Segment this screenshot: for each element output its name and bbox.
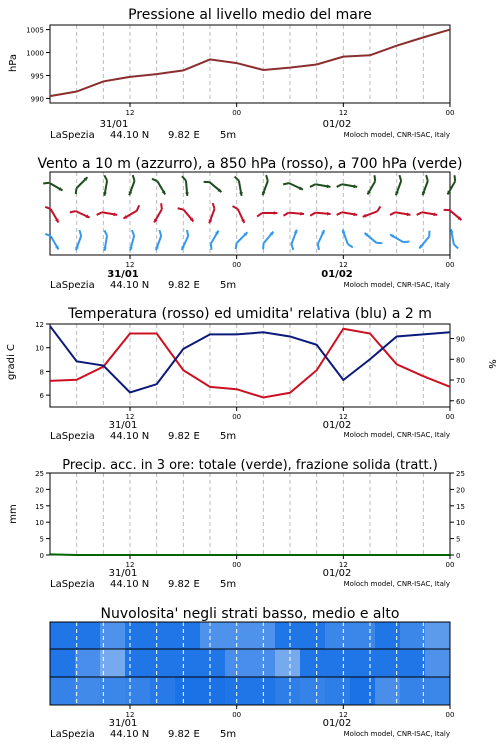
y-tick-label-right: 15 — [456, 502, 465, 511]
pressure-panel — [8, 7, 454, 141]
wind-barb — [123, 205, 139, 218]
wind-barb — [262, 175, 268, 195]
wind-barb — [291, 230, 297, 250]
y-tick-label: 990 — [30, 95, 44, 104]
cloud-cell — [400, 622, 426, 649]
cloud-location-info — [50, 729, 236, 740]
pressure-date-label-2: 01/02 — [322, 119, 352, 130]
wind-location-info — [50, 280, 236, 291]
wind-barb — [283, 183, 303, 190]
cloud-cell — [125, 649, 151, 677]
wind-barb — [444, 210, 462, 220]
location-lat: 44.10 N — [110, 130, 150, 141]
wind-barb — [450, 229, 458, 248]
cloud-cell — [400, 677, 426, 705]
wind-barb — [154, 203, 162, 222]
wind-barb — [395, 175, 401, 195]
cloud-cell — [75, 649, 101, 677]
temperature-series-line — [50, 329, 450, 398]
y-tick-label: 6 — [39, 392, 44, 401]
cloud-cell — [75, 622, 101, 649]
wind-barb-feather — [454, 244, 458, 248]
cloud-cell — [225, 677, 251, 705]
precip-date-label-2: 01/02 — [322, 568, 352, 579]
wind-barb — [97, 212, 118, 216]
wind-barb-feather — [399, 175, 401, 181]
wind-barb — [76, 177, 88, 194]
x-tick-label: 12 — [125, 711, 135, 719]
cloud-cell — [350, 649, 376, 677]
wind-barb-feather — [178, 208, 184, 209]
temp-yticks — [35, 321, 50, 400]
x-tick-label: 00 — [445, 109, 455, 117]
wind-date-label-2: 01/02 — [321, 269, 353, 280]
y-tick-label: 1005 — [26, 26, 44, 35]
y-tick-label: 80 — [456, 356, 465, 365]
cloud-cell — [125, 677, 151, 705]
pressure-series-line — [50, 30, 450, 97]
x-tick-label: 12 — [338, 109, 348, 117]
cloud-cell — [425, 649, 451, 677]
x-tick-label: 00 — [232, 561, 242, 569]
cloud-cell — [200, 622, 226, 649]
precip-series-line — [50, 554, 450, 555]
wind-barb — [263, 232, 273, 250]
cloud-cell — [300, 649, 326, 677]
pressure-title: Pressione al livello medio del mare — [128, 7, 372, 23]
wind-barb — [257, 211, 277, 217]
cloud-cell — [325, 649, 351, 677]
y-tick-label: 90 — [456, 335, 465, 344]
wind-barb-feather — [266, 175, 268, 181]
cloud-cell — [300, 677, 326, 705]
x-tick-label: 12 — [125, 261, 135, 269]
cloud-cell — [425, 622, 451, 649]
wind-barb-feather — [283, 183, 289, 184]
wind-xticks — [126, 255, 455, 269]
wind-barb — [181, 230, 188, 250]
wind-barb — [43, 183, 62, 191]
wind-barb — [390, 235, 409, 243]
precip-ylabel: mm — [8, 504, 19, 524]
location-alt: 5m — [220, 280, 237, 291]
cloud-cell — [175, 677, 201, 705]
location-alt: 5m — [220, 431, 237, 442]
y-tick-label: 995 — [30, 72, 44, 81]
pressure-yticks — [26, 27, 50, 104]
precip-panel — [8, 458, 465, 590]
location-name: LaSpezia — [50, 579, 95, 590]
model-credit: Moloch model, CNR-ISAC, Italy — [343, 730, 450, 738]
wind-barb — [129, 230, 134, 250]
wind-barb-feather — [137, 205, 139, 211]
wind-barb — [337, 212, 358, 216]
wind-barb — [284, 212, 304, 216]
precip-date-label-1: 31/01 — [108, 568, 138, 579]
y-tick-label: 10 — [35, 519, 44, 528]
x-tick-label: 00 — [232, 109, 242, 117]
wind-barb-feather — [104, 175, 107, 180]
pressure-frame — [50, 25, 450, 103]
wind-barb — [417, 212, 438, 216]
cloud-cell — [275, 622, 301, 649]
location-alt: 5m — [220, 130, 237, 141]
y-tick-label: 70 — [456, 377, 465, 386]
y-tick-label: 1000 — [26, 49, 44, 58]
x-tick-label: 00 — [232, 261, 242, 269]
wind-barb — [209, 203, 215, 223]
cloud-cell — [150, 649, 176, 677]
precip-location-info — [50, 579, 236, 590]
pressure-location-info — [50, 130, 236, 141]
x-tick-label: 12 — [338, 711, 348, 719]
y-tick-label: 25 — [35, 470, 44, 478]
cloud-cell — [250, 677, 276, 705]
wind-barb — [363, 206, 381, 217]
location-name: LaSpezia — [50, 431, 95, 442]
location-name: LaSpezia — [50, 130, 95, 141]
wind-barb — [103, 230, 107, 251]
wind-barb-feather — [104, 230, 107, 235]
location-lat: 44.10 N — [110, 280, 150, 291]
wind-barb — [45, 234, 58, 250]
temp-humidity-panel — [6, 306, 497, 442]
wind-barb-feather — [211, 244, 212, 250]
location-name: LaSpezia — [50, 729, 95, 740]
cloud-xticks — [126, 705, 455, 719]
wind-barb-feather — [390, 212, 395, 215]
wind-barb — [368, 175, 376, 194]
y-tick-label: 60 — [456, 397, 465, 406]
cloud-cell — [425, 677, 451, 705]
x-tick-label: 00 — [445, 261, 455, 269]
wind-barb — [103, 175, 107, 196]
wind-barb-feather — [337, 212, 342, 215]
model-credit: Moloch model, CNR-ISAC, Italy — [343, 131, 450, 139]
location-alt: 5m — [220, 579, 237, 590]
wind-barb-feather — [161, 203, 162, 209]
location-lon: 9.82 E — [168, 579, 200, 590]
x-tick-label: 12 — [338, 413, 348, 421]
wind-barb — [318, 230, 325, 250]
cloud-heatmap — [50, 622, 451, 705]
wind-barb-feather — [187, 230, 188, 236]
precip-title: Precip. acc. in 3 ore: totale (verde), frazione solida (tratt.) — [62, 458, 438, 473]
cloud-cell — [225, 649, 251, 677]
wind-barb-feather — [348, 244, 353, 247]
precip-grid — [77, 473, 424, 555]
location-lat: 44.10 N — [110, 431, 150, 442]
wind-barb — [129, 175, 135, 195]
x-tick-label: 00 — [445, 711, 455, 719]
wind-barb-feather — [70, 211, 76, 212]
wind-barb-feather — [133, 175, 135, 181]
precip-xticks — [126, 555, 455, 569]
y-tick-label: 0 — [39, 552, 44, 560]
x-tick-label: 12 — [125, 109, 135, 117]
wind-panel — [37, 156, 462, 291]
cloud-cell — [350, 622, 376, 649]
temp-frame — [50, 324, 450, 407]
cloud-cell — [150, 622, 176, 649]
model-credit: Moloch model, CNR-ISAC, Italy — [343, 580, 450, 588]
wind-barb-feather — [403, 241, 409, 242]
model-credit: Moloch model, CNR-ISAC, Italy — [343, 431, 450, 439]
wind-barb — [152, 179, 165, 195]
wind-barb-feather — [417, 212, 422, 215]
location-lon: 9.82 E — [168, 729, 200, 740]
cloud-cell — [250, 622, 276, 649]
location-name: LaSpezia — [50, 280, 95, 291]
cloud-cell — [200, 677, 226, 705]
x-tick-label: 12 — [338, 261, 348, 269]
cloud-cell — [400, 649, 426, 677]
y-tick-label: 12 — [35, 321, 44, 329]
temp-location-info — [50, 431, 236, 442]
cloud-cell — [50, 649, 76, 677]
wind-barb-feather — [43, 183, 49, 184]
cloud-cell — [50, 677, 76, 705]
y-tick-label-right: 5 — [456, 535, 461, 544]
wind-barb — [310, 212, 330, 216]
wind-barb-feather — [76, 188, 77, 194]
y-tick-label: 15 — [35, 502, 44, 511]
humidity-ylabel: % — [486, 359, 497, 369]
cloud-cell — [175, 649, 201, 677]
wind-barb — [233, 206, 245, 223]
cloud-cell — [200, 649, 226, 677]
location-lat: 44.10 N — [110, 579, 150, 590]
x-tick-label: 00 — [445, 561, 455, 569]
location-alt: 5m — [220, 729, 237, 740]
wind-barb-feather — [257, 213, 262, 217]
wind-barb — [419, 231, 429, 249]
wind-barb — [310, 184, 331, 188]
y-tick-label: 10 — [35, 344, 44, 353]
temp-xticks — [126, 407, 455, 421]
x-tick-label: 12 — [125, 561, 135, 569]
wind-barb — [235, 177, 243, 196]
cloud-cell — [275, 677, 301, 705]
y-tick-label-right: 10 — [456, 519, 465, 528]
wind-barb-feather — [236, 243, 237, 249]
wind-barb-feather — [310, 213, 315, 216]
wind-barb-feather — [291, 244, 293, 250]
wind-barb — [178, 208, 194, 221]
cloud-cell — [125, 622, 151, 649]
cloud-cell — [150, 677, 176, 705]
wind-barb-feather — [337, 184, 342, 187]
y-tick-label: 20 — [35, 486, 44, 495]
cloud-cell — [250, 649, 276, 677]
wind-barb — [155, 230, 161, 250]
x-tick-label: 12 — [338, 561, 348, 569]
x-tick-label: 00 — [232, 413, 242, 421]
y-tick-label-right: 20 — [456, 486, 465, 495]
wind-barb-head — [274, 211, 278, 215]
wind-barb-feather — [182, 176, 186, 180]
wind-barb-head — [300, 212, 304, 216]
wind-title: Vento a 10 m (azzurro), a 850 hPa (rosso), a 700 hPa (verde) — [37, 156, 463, 172]
wind-barb-feather — [79, 230, 81, 236]
wind-barb — [204, 182, 222, 192]
pressure-xticks — [126, 103, 455, 117]
temp-ylabel: gradi C — [6, 344, 17, 380]
humidity-yticks — [450, 336, 465, 406]
cloud-panel — [50, 606, 454, 740]
wind-barb-feather — [159, 230, 161, 236]
model-credit: Moloch model, CNR-ISAC, Italy — [343, 281, 450, 289]
wind-barb — [70, 211, 90, 218]
wind-barb-feather — [284, 213, 289, 216]
cloud-title: Nuvolosita' negli strati basso, medio e alto — [100, 606, 400, 622]
cloud-date-label-2: 01/02 — [322, 718, 352, 729]
wind-barb — [236, 232, 248, 249]
location-lon: 9.82 E — [168, 280, 200, 291]
x-tick-label: 12 — [125, 413, 135, 421]
temp-date-label-1: 31/01 — [108, 420, 138, 431]
cloud-cell — [225, 622, 251, 649]
cloud-cell — [350, 677, 376, 705]
pressure-ylabel: hPa — [8, 53, 19, 73]
wind-barb — [448, 175, 456, 194]
wind-date-label-1: 31/01 — [107, 269, 139, 280]
x-tick-label: 00 — [232, 711, 242, 719]
wind-barb-head — [327, 212, 331, 216]
wind-barb-feather — [213, 203, 215, 209]
wind-barb-feather — [374, 175, 375, 181]
cloud-cell — [50, 622, 76, 649]
wind-barb-feather — [97, 212, 102, 215]
wind-barb — [365, 233, 383, 243]
pressure-grid — [77, 25, 424, 103]
precip-yticks — [35, 470, 465, 560]
wind-barb-feather — [318, 244, 319, 250]
location-lon: 9.82 E — [168, 431, 200, 442]
location-lon: 9.82 E — [168, 130, 200, 141]
location-lat: 44.10 N — [110, 729, 150, 740]
wind-barb — [337, 184, 358, 188]
y-tick-label: 8 — [39, 368, 44, 377]
cloud-cell — [75, 677, 101, 705]
precip-frame — [50, 473, 450, 555]
temp-title: Temperatura (rosso) ed umidita' relativa (blu) a 2 m — [68, 306, 432, 322]
cloud-cell — [325, 622, 351, 649]
y-tick-label-right: 0 — [456, 552, 461, 560]
y-tick-label-right: 25 — [456, 470, 465, 478]
temp-date-label-2: 01/02 — [322, 420, 352, 431]
wind-barb-feather — [454, 175, 455, 181]
cloud-cell — [275, 649, 301, 677]
wind-barb-feather — [377, 206, 380, 211]
wind-barb-feather — [233, 206, 238, 209]
wind-barb — [390, 212, 411, 216]
wind-barb-feather — [310, 184, 315, 187]
cloud-cell — [175, 622, 201, 649]
wind-barb — [422, 175, 428, 195]
wind-barb-head — [185, 192, 189, 196]
cloud-cell — [325, 677, 351, 705]
pressure-date-label-1: 31/01 — [99, 119, 129, 130]
wind-barb — [211, 230, 219, 249]
wind-barb-feather — [132, 230, 134, 236]
wind-barb-feather — [426, 175, 428, 181]
wind-barbs — [43, 175, 461, 251]
wind-barb — [45, 207, 58, 223]
cloud-cell — [300, 622, 326, 649]
cloud-date-label-1: 31/01 — [108, 718, 138, 729]
y-tick-label: 5 — [39, 535, 44, 544]
wind-barb — [75, 230, 81, 250]
x-tick-label: 00 — [445, 413, 455, 421]
